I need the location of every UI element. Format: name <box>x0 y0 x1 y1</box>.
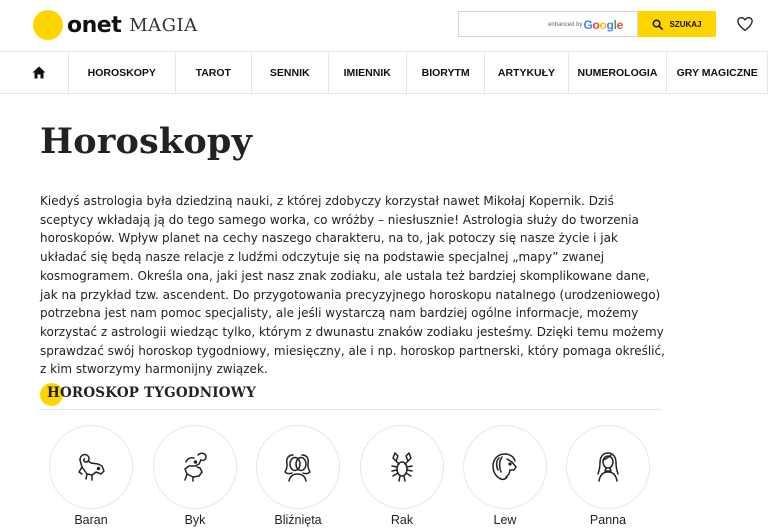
sign-name: Byk <box>184 513 206 527</box>
sign-circle <box>153 425 237 509</box>
search-button-label: SZUKAJ <box>669 19 702 29</box>
nav-item-gry-magiczne[interactable]: GRY MAGICZNE <box>667 52 768 93</box>
sign-circle <box>463 425 547 509</box>
logo-brand: onet <box>67 12 122 38</box>
logo-section: MAGIA <box>129 14 198 36</box>
zodiac-sign-blizneta[interactable] <box>255 425 341 527</box>
search-box[interactable] <box>458 11 638 37</box>
sign-name: Panna <box>589 513 627 527</box>
sign-circle <box>360 425 444 509</box>
search-icon <box>652 19 663 30</box>
heart-icon[interactable] <box>736 15 754 33</box>
sign-name: Lew <box>493 513 517 527</box>
nav-item-sennik[interactable]: SENNIK <box>252 52 328 93</box>
zodiac-sign-baran[interactable] <box>48 425 134 527</box>
sign-name: Baran <box>74 513 108 527</box>
zodiac-sign-byk[interactable] <box>152 425 238 527</box>
taurus-bull-icon <box>175 447 215 487</box>
sign-circle <box>49 425 133 509</box>
nav-item-numerologia[interactable]: NUMEROLOGIA <box>569 52 668 93</box>
enhanced-by-label: enhanced by <box>548 22 583 28</box>
zodiac-signs-row <box>48 425 648 532</box>
sign-name: Bliźnięta <box>274 513 322 527</box>
zodiac-sign-rak[interactable] <box>359 425 445 527</box>
sign-circle <box>256 425 340 509</box>
home-icon <box>32 66 46 79</box>
virgo-maiden-icon <box>588 447 628 487</box>
sign-circle <box>566 425 650 509</box>
section-header-weekly-horoscope <box>40 383 662 410</box>
logo-dot <box>33 10 63 40</box>
section-title: HOROSKOP TYGODNIOWY <box>47 385 256 401</box>
onet-magia-logo[interactable] <box>33 9 198 41</box>
nav-item-biorytm[interactable]: BIORYTM <box>407 52 485 93</box>
enhanced-by-google <box>548 18 623 32</box>
page-title: Horoskopy <box>40 121 253 162</box>
intro-paragraph: Kiedyś astrologia była dziedziną nauki, z której zdobyczy korzystał nawet Mikołaj Kopernik. Dziś sceptycy wkładają ją do tego samego worka, co wróżby – niesłusznie! Astrologia służy do tworzenia horoskopów. Wpływ planet na cechy naszego charakteru, na to, jak potoczy się nasze życie i jak układać się będą nasze relacje z ludźmi odczytuje się na podstawie specjalnej „mapy” zwanej kosmogramem. Określa ona, jaki jest nasz znak zodiaku, ale ustala też bardziej skomplikowane dane, jak na przykład tzw. ascendent. Do przygotowania precyzyjnego horoskopu natalnego (urodzeniowego) potrzebna jest nam pomoc specjalisty, ale jeśli wystarczą nam bardziej ogólne informacje, możemy korzystać z astrologii wiedząc tylko, którym z dwunastu znaków zodiaku jesteśmy. Dzięki temu możemy sprawdzać swój horoskop tygodniowy, miesięczny, ale i np. horoskop partnerski, który pomaga określić, z kim stworzymy harmonijny związek. <box>40 194 665 377</box>
nav-item-horoskopy[interactable]: HOROSKOPY <box>69 52 175 93</box>
leo-lion-icon <box>485 447 525 487</box>
search-button[interactable] <box>638 11 716 37</box>
zodiac-sign-lew[interactable] <box>462 425 548 527</box>
nav-item-artykuly[interactable]: ARTYKUŁY <box>485 52 568 93</box>
top-header <box>0 0 768 50</box>
gemini-twins-icon <box>278 447 318 487</box>
main-navigation <box>0 51 768 94</box>
nav-item-tarot[interactable]: TAROT <box>176 52 252 93</box>
zodiac-sign-panna[interactable] <box>565 425 651 527</box>
nav-home[interactable] <box>0 52 69 93</box>
sign-name: Rak <box>390 513 414 527</box>
aries-ram-icon <box>71 447 111 487</box>
cancer-crab-icon <box>382 447 422 487</box>
nav-item-imiennik[interactable]: IMIENNIK <box>329 52 407 93</box>
google-logo: Google <box>583 18 623 32</box>
